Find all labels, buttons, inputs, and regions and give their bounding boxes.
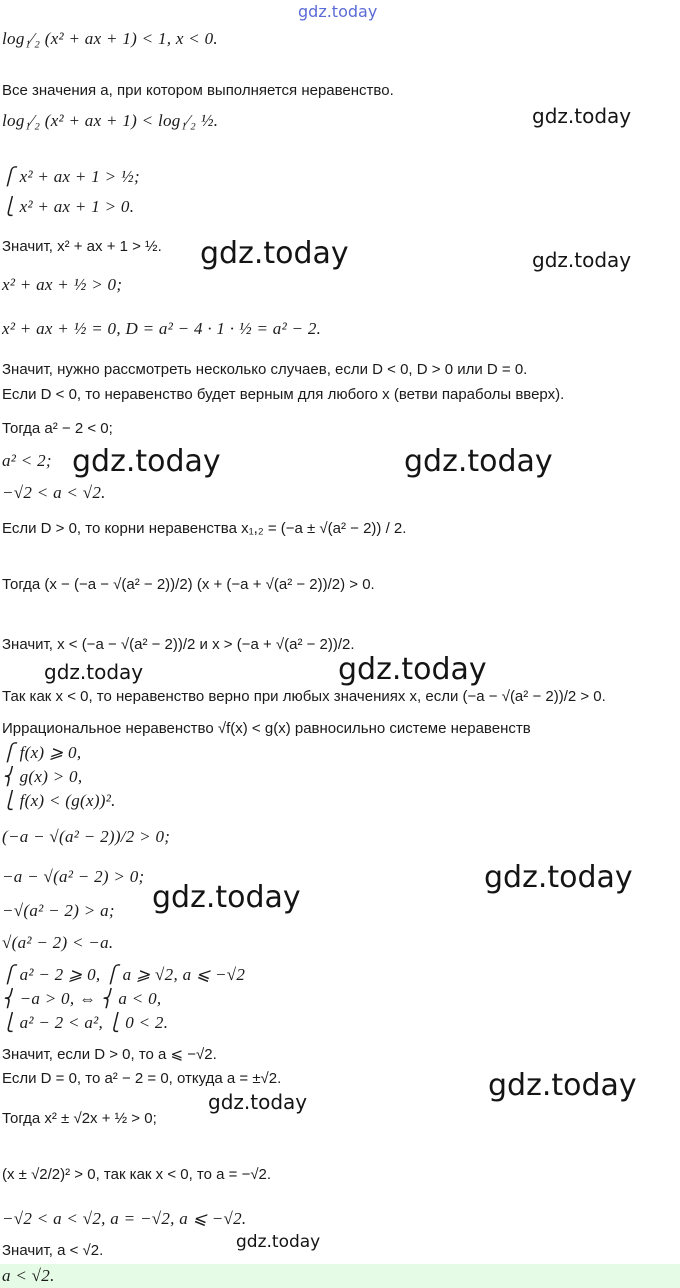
watermark: gdz.today (152, 880, 301, 915)
solution-line: Значит, a < √2. (2, 1242, 104, 1259)
solution-line: −√2 < a < √2. (2, 483, 106, 502)
task-condition: log₁⁄₂ (x² + ax + 1) < 1, x < 0. (2, 29, 218, 48)
solution-line: x² + ax + ½ = 0, D = a² − 4 · 1 · ½ = a² − 2. (2, 319, 322, 338)
solution-line: −√2 < a < √2, a = −√2, a ⩽ −√2. (2, 1209, 247, 1228)
solution-line: x² + ax + ½ > 0; (2, 275, 123, 294)
solution-line: a² < 2; (2, 451, 52, 470)
watermark: gdz.today (484, 860, 633, 895)
watermark: gdz.today (338, 652, 487, 687)
watermark: gdz.today (208, 1090, 308, 1114)
watermark: gdz.today (44, 660, 144, 684)
system-line: ⎧ a² − 2 ⩾ 0, ⎧ a ⩾ √2, a ⩽ −√2 (2, 965, 246, 984)
solution-line: Если D = 0, то a² − 2 = 0, откуда a = ±√2. (2, 1070, 282, 1087)
solution-line: Значит, если D > 0, то a ⩽ −√2. (2, 1046, 217, 1063)
system-line: ⎧ x² + ax + 1 > ½; (2, 167, 140, 186)
answer-highlight (0, 1264, 680, 1288)
watermark: gdz.today (236, 1232, 321, 1252)
solution-line: Иррациональное неравенство √f(x) < g(x) равносильно системе неравенств (2, 720, 531, 737)
system-line: ⎨ g(x) > 0, (2, 767, 83, 786)
solution-line: log₁⁄₂ (x² + ax + 1) < log₁⁄₂ ½. (2, 111, 219, 130)
solution-line: Если D > 0, то корни неравенства x₁,₂ = (−a ± √(a² − 2)) / 2. (2, 520, 407, 537)
solution-line: (x ± √2/2)² > 0, так как x < 0, то a = −√2. (2, 1166, 272, 1183)
solution-line: Значит, нужно рассмотреть несколько случаев, если D < 0, D > 0 или D = 0. (2, 361, 528, 378)
solution-line: √(a² − 2) < −a. (2, 933, 114, 952)
watermark: gdz.today (532, 248, 632, 272)
solution-line: Тогда x² ± √2x + ½ > 0; (2, 1110, 157, 1127)
watermark: gdz.today (532, 104, 632, 128)
watermark: gdz.today (404, 444, 553, 479)
solution-line: Значит, x² + ax + 1 > ½. (2, 238, 162, 255)
task-question: Все значения a, при котором выполняется неравенство. (2, 82, 394, 99)
solution-line: −√(a² − 2) > a; (2, 901, 115, 920)
system-line: ⎩ a² − 2 < a², ⎩ 0 < 2. (2, 1013, 169, 1032)
solution-line: Так как x < 0, то неравенство верно при любых значениях x, если (−a − √(a² − 2))/2 > 0. (2, 688, 606, 705)
solution-line: Тогда (x − (−a − √(a² − 2))/2) (x + (−a + √(a² − 2))/2) > 0. (2, 576, 375, 593)
solution-line: Тогда a² − 2 < 0; (2, 420, 113, 437)
watermark: gdz.today (488, 1068, 637, 1103)
solution-line: (−a − √(a² − 2))/2 > 0; (2, 827, 171, 846)
watermark: gdz.today (72, 444, 221, 479)
solution-line: −a − √(a² − 2) > 0; (2, 867, 145, 886)
answer-text: a < √2. (2, 1266, 55, 1285)
system-line: ⎨ −a > 0, ⇔ ⎨ a < 0, (2, 989, 162, 1008)
system-line: ⎩ f(x) < (g(x))². (2, 791, 116, 810)
watermark: gdz.today (200, 236, 349, 271)
system-line: ⎧ f(x) ⩾ 0, (2, 743, 82, 762)
solution-line: Значит, x < (−a − √(a² − 2))/2 и x > (−a + √(a² − 2))/2. (2, 636, 355, 653)
watermark-top: gdz.today (298, 2, 378, 21)
system-line: ⎩ x² + ax + 1 > 0. (2, 197, 135, 216)
solution-line: Если D < 0, то неравенство будет верным для любого x (ветви параболы вверх). (2, 386, 565, 403)
